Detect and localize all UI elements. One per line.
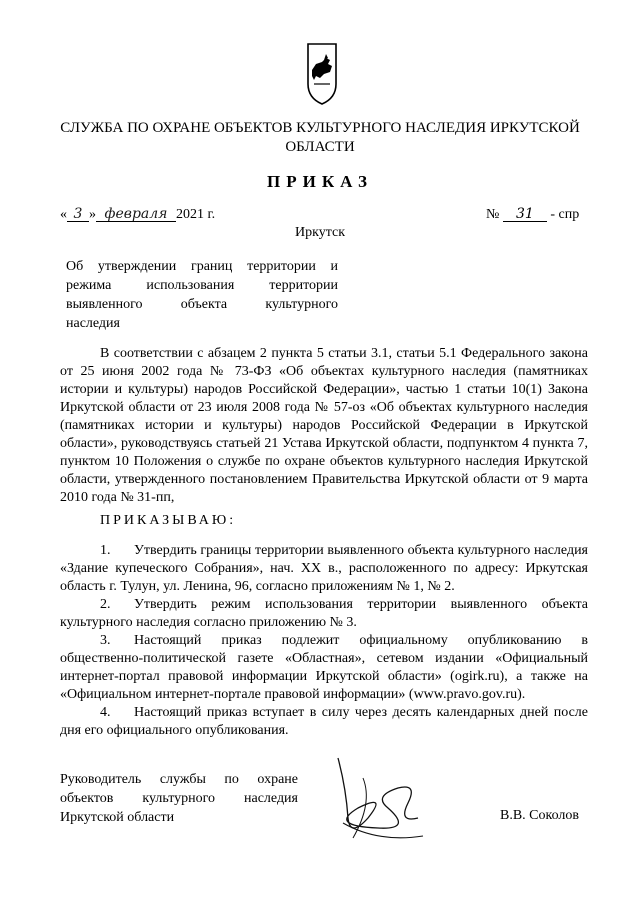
preamble xyxy=(60,345,588,507)
position-line: Иркутской области xyxy=(60,810,175,825)
order-item xyxy=(60,542,588,596)
order-items xyxy=(60,542,588,740)
item-text: Настоящий приказ подлежит официальному опубликованию в общественно-политической газете «Областная», сетевом издании «Официальный интернет-портал правовой информации Иркутской области» (ogirk.ru), а также на «Официальном интернет-портале правовой информации» (www.pravo.gov.ru). xyxy=(60,633,588,702)
order-item xyxy=(60,596,588,632)
subject-line: наследия xyxy=(66,316,120,331)
item-number: 1. xyxy=(100,543,111,558)
order-word: ПРИКАЗЫВАЮ: xyxy=(100,513,237,528)
item-number: 2. xyxy=(100,597,111,612)
item-number: 4. xyxy=(100,705,111,720)
preamble-text: В соответствии с абзацем 2 пункта 5 статьи 3.1, статьи 5.1 Федерального закона от 25 июня 2002 года № 73-ФЗ «Об объектах культурного наследия (памятниках истории и культуры) народов Российской Федерации», частью 1 статьи 10(1) Закона Иркутской области от 23 июля 2008 года № 57-оз «Об объектах культурного наследия (памятниках истории и культуры) народов Российской Федерации в Иркутской области», руководствуясь статьей 21 Устава Иркутской области, подпунктом 4 пункта 7, пунктом 10 Положения о службе по охране объектов культурного наследия Иркутской области, утвержденного постановлением Правительства Иркутской области от 9 марта 2010 года № 31-пп, xyxy=(60,346,588,505)
coat-of-arms-icon xyxy=(302,40,342,108)
number-value: 31 xyxy=(503,207,547,222)
agency-name: СЛУЖБА ПО ОХРАНЕ ОБЪЕКТОВ КУЛЬТУРНОГО НАСЛЕДИЯ ИРКУТСКОЙ ОБЛАСТИ xyxy=(60,120,580,155)
handwritten-signature xyxy=(318,748,438,858)
item-text: Утвердить режим использования территории выявленного объекта культурного наследия согласно приложению № 3. xyxy=(60,597,588,630)
position-line: Руководитель службы по охране xyxy=(60,772,298,787)
document-type: ПРИКАЗ xyxy=(267,172,373,191)
date-year: 2021 г. xyxy=(176,207,216,222)
order-date xyxy=(60,207,215,223)
city: Иркутск xyxy=(294,225,346,240)
item-number: 3. xyxy=(100,633,111,648)
order-subject xyxy=(66,257,338,333)
date-month: февраля xyxy=(96,207,176,222)
date-open-quote: « xyxy=(60,207,67,222)
subject-line: режима использования территории xyxy=(66,278,338,293)
signatory-name: В.В. Соколов xyxy=(500,808,580,823)
number-prefix: № xyxy=(486,207,500,222)
order-item xyxy=(60,704,588,740)
signatory-position xyxy=(60,770,298,827)
order-number xyxy=(486,207,579,223)
item-text: Настоящий приказ вступает в силу через десять календарных дней после дня его официального опубликования. xyxy=(60,705,588,738)
item-text: Утвердить границы территории выявленного объекта культурного наследия «Здание купеческого Собрания», нач. XX в., расположенного по адресу: Иркутская область г. Тулун, ул. Ленина, 96, согласно приложениям № 1, № 2. xyxy=(60,543,588,594)
subject-line: выявленного объекта культурного xyxy=(66,297,338,312)
subject-line: Об утверждении границ территории и xyxy=(66,259,338,274)
number-suffix: - спр xyxy=(550,207,580,222)
date-day: 3 xyxy=(67,207,89,222)
order-item xyxy=(60,632,588,704)
position-line: объектов культурного наследия xyxy=(60,791,298,806)
date-close-quote: » xyxy=(89,207,96,222)
